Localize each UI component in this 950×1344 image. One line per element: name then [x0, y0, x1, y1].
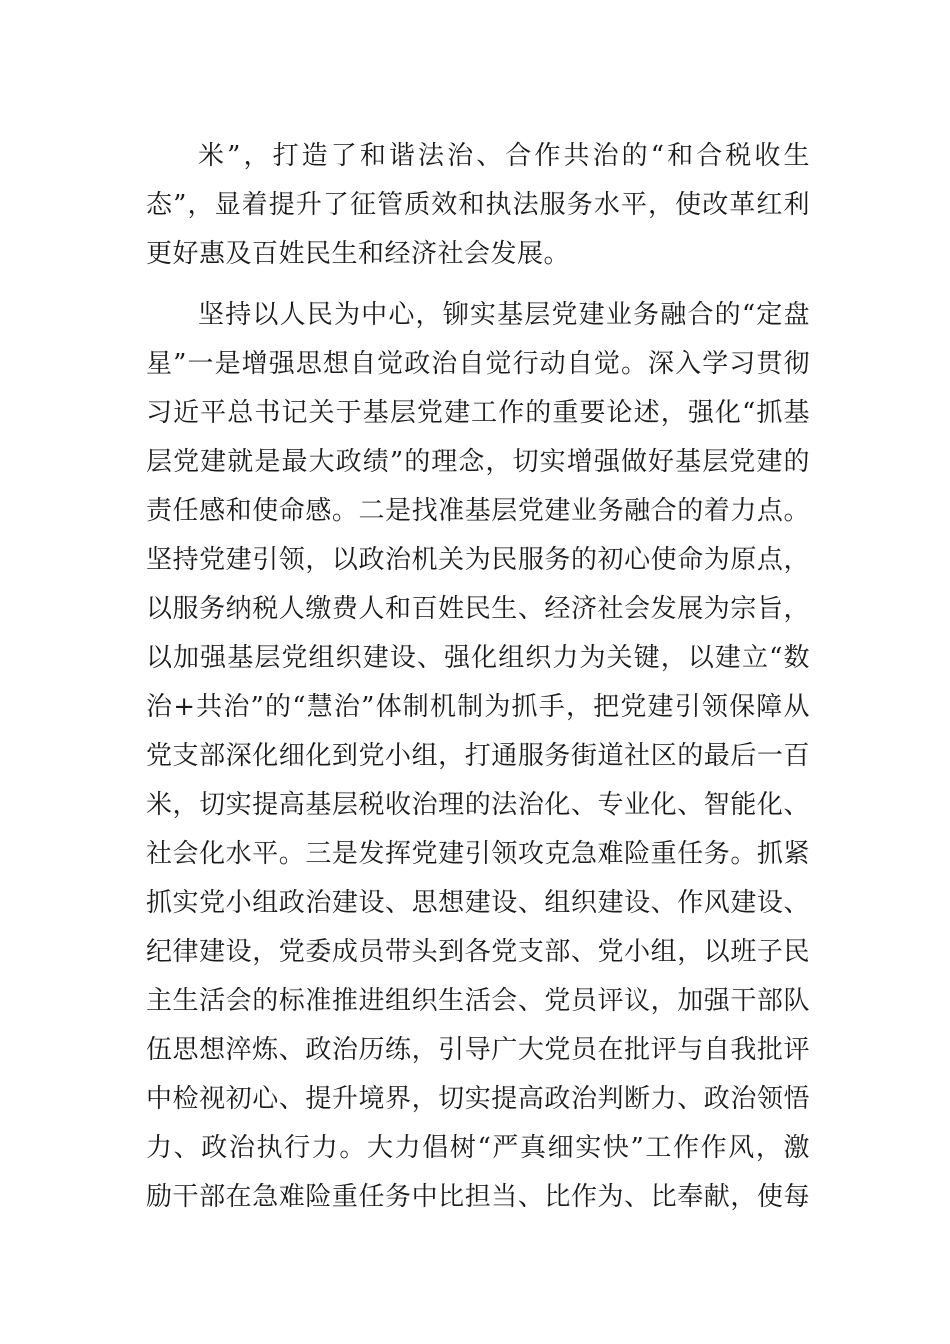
text-line: 抓实党小组政治建设、思想建设、组织建设、作风建设、	[146, 888, 810, 918]
text-line: 坚持党建引领，以政治机关为民服务的初心使命为原点，	[146, 545, 810, 575]
text-line: 励干部在急难险重任务中比担当、比作为、比奉献，使每	[146, 1182, 810, 1212]
text-line: 伍思想淬炼、政治历练，引导广大党员在批评与自我批评	[146, 1035, 810, 1065]
body-text	[146, 132, 810, 1222]
text-line: 纪律建设，党委成员带头到各党支部、党小组，以班子民	[146, 937, 810, 967]
text-line: 更好惠及百姓民生和经济社会发展。	[146, 239, 571, 269]
text-line: 米”，打造了和谐法治、合作共治的“和合税收生	[198, 141, 810, 171]
text-line: 坚持以人民为中心，铆实基层党建业务融合的“定盘	[198, 300, 810, 330]
text-line: 社会化水平。三是发挥党建引领攻克急难险重任务。抓紧	[146, 839, 810, 869]
text-line: 态”，显着提升了征管质效和执法服务水平，使改革红利	[146, 190, 810, 220]
text-line: 以服务纳税人缴费人和百姓民生、经济社会发展为宗旨，	[146, 594, 810, 624]
text-line: 层党建就是最大政绩”的理念，切实增强做好基层党建的	[146, 447, 810, 477]
text-line: 习近平总书记关于基层党建工作的重要论述，强化“抓基	[146, 398, 810, 428]
text-line: 中检视初心、提升境界，切实提高政治判断力、政治领悟	[146, 1084, 810, 1114]
text-line: 党支部深化细化到党小组，打通服务街道社区的最后一百	[146, 741, 810, 771]
text-line: 力、政治执行力。大力倡树“严真细实快”工作作风，激	[146, 1133, 810, 1163]
text-line: 以加强基层党组织建设、强化组织力为关键，以建立“数	[146, 643, 810, 673]
text-line: 主生活会的标准推进组织生活会、党员评议，加强干部队	[146, 986, 810, 1016]
text-line: 米，切实提高基层税收治理的法治化、专业化、智能化、	[146, 790, 810, 820]
text-line: 星”一是增强思想自觉政治自觉行动自觉。深入学习贯彻	[146, 349, 810, 379]
text-line: 责任感和使命感。二是找准基层党建业务融合的着力点。	[146, 496, 810, 526]
paragraph-gap	[146, 279, 810, 291]
text-line: 治+共治”的“慧治”体制机制为抓手，把党建引领保障从	[146, 692, 810, 722]
